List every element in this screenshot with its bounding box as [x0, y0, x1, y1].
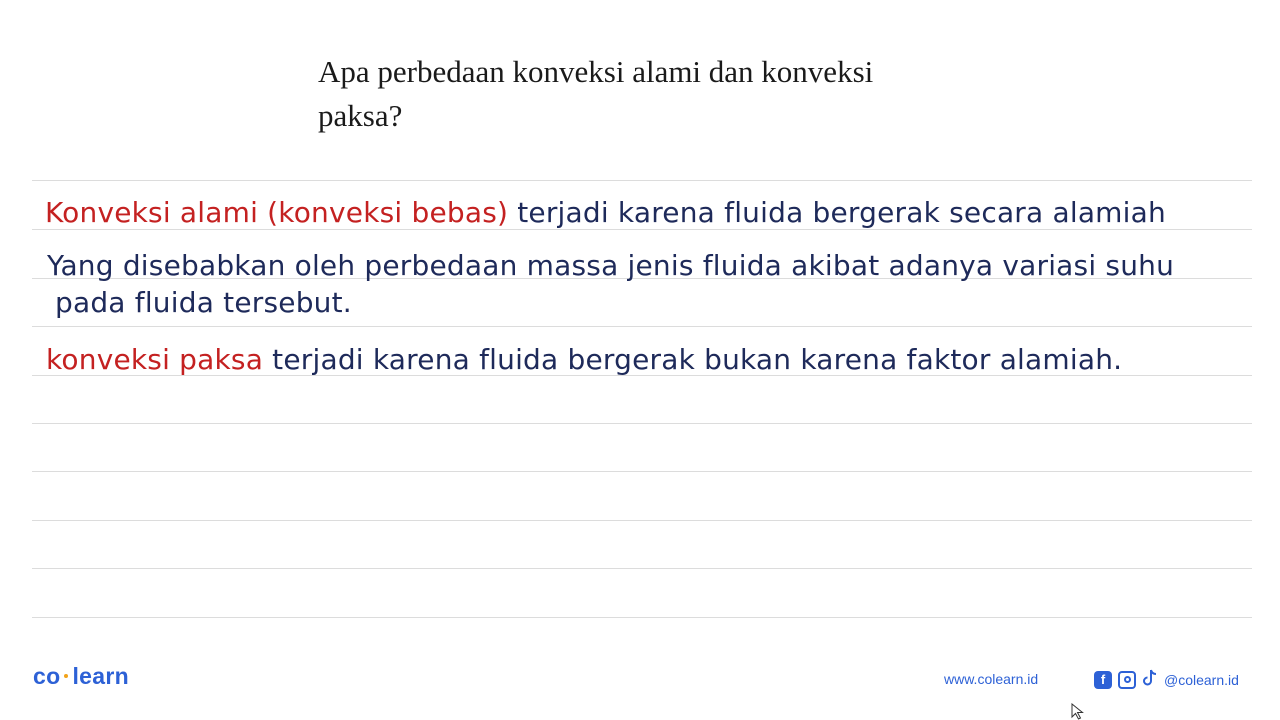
term-natural-convection: Konveksi alami (konveksi bebas) [45, 196, 509, 229]
answer-line-4 [46, 343, 1122, 376]
answer-line-1-text: terjadi karena fluida bergerak secara alamiah [508, 196, 1166, 229]
answer-line-3: pada fluida tersebut. [55, 286, 352, 319]
mouse-cursor-icon [1071, 703, 1085, 720]
ruled-line [32, 617, 1252, 618]
logo-dot [64, 674, 68, 678]
social-links [1094, 669, 1239, 690]
ruled-line [32, 229, 1252, 230]
term-forced-convection: konveksi paksa [46, 343, 264, 376]
website-link[interactable]: www.colearn.id [944, 671, 1039, 687]
ruled-line [32, 568, 1252, 569]
answer-line-4-text: terjadi karena fluida bergerak bukan karena faktor alamiah. [263, 343, 1123, 376]
question-line-1: Apa perbedaan konveksi alami dan konveksi [318, 54, 874, 89]
instagram-icon[interactable] [1118, 671, 1136, 689]
ruled-line [32, 180, 1252, 181]
ruled-line [32, 423, 1252, 424]
logo-learn: learn [72, 663, 129, 689]
ruled-line [32, 471, 1252, 472]
colearn-logo[interactable] [33, 663, 129, 690]
ruled-line [32, 326, 1252, 327]
answer-line-1 [45, 196, 1166, 229]
question-line-2: paksa? [318, 98, 403, 133]
ruled-line [32, 520, 1252, 521]
social-handle[interactable]: @colearn.id [1164, 671, 1239, 688]
question-text [318, 50, 1018, 138]
facebook-icon[interactable]: f [1094, 671, 1112, 689]
answer-line-2: Yang disebabkan oleh perbedaan massa jenis fluida akibat adanya variasi suhu [47, 249, 1175, 282]
logo-co: co [33, 663, 61, 689]
tiktok-icon[interactable] [1142, 669, 1158, 690]
